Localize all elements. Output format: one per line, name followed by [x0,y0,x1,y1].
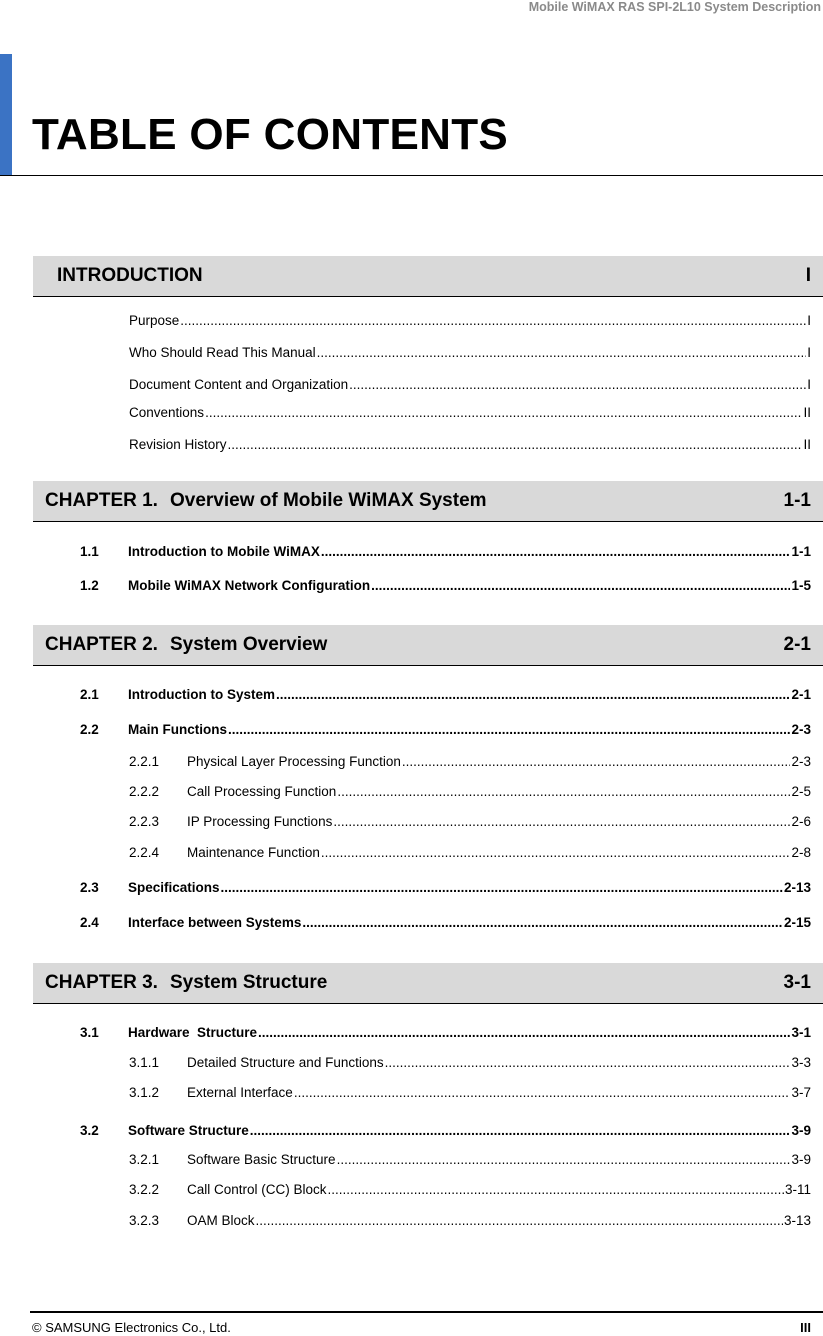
toc-entry-page: 2-5 [791,784,811,799]
toc-entry-title: Mobile WiMAX Network Configuration [128,578,371,593]
toc-entry[interactable] [0,915,823,935]
toc-entry-line [187,1085,811,1100]
chapter-number: CHAPTER 1. [45,490,158,511]
toc-entry[interactable] [0,1025,823,1045]
toc-entry[interactable] [0,754,823,774]
toc-entry-title: Software Basic Structure [187,1152,336,1167]
toc-entry-line [128,1025,811,1040]
dot-leader [228,722,790,737]
footer-page-number: III [800,1320,811,1335]
toc-entry-title: Document Content and Organization [129,377,349,392]
dot-leader [317,345,807,360]
dot-leader [371,578,790,593]
toc-entry-number: 3.2.2 [129,1182,160,1197]
dot-leader [256,1213,783,1228]
chapter-page-number: I [805,265,811,286]
toc-entry-page: 2-8 [791,845,811,860]
toc-entry[interactable] [0,687,823,707]
toc-entry[interactable] [0,377,823,397]
dot-leader [402,754,791,769]
toc-entry[interactable] [0,1152,823,1172]
toc-entry-line [129,313,811,328]
toc-entry-line [128,722,811,737]
footer-copyright: © SAMSUNG Electronics Co., Ltd. [32,1320,231,1335]
toc-entry[interactable] [0,1213,823,1233]
toc-entry[interactable] [0,1055,823,1075]
toc-entry-page: 2-15 [783,915,811,930]
toc-entry[interactable] [0,1182,823,1202]
toc-entry-number: 2.4 [80,915,99,930]
dot-leader [349,377,806,392]
dot-leader [333,814,790,829]
toc-entry-title: Introduction to Mobile WiMAX [128,544,320,559]
chapter-title: System Structure [169,972,328,993]
toc-entry-number: 1.2 [80,578,99,593]
toc-entry-title: Purpose [129,313,180,328]
toc-entry-page: 3-11 [784,1182,811,1197]
toc-entry-page: 2-3 [791,722,811,737]
toc-entry-number: 3.2.3 [129,1213,160,1228]
toc-entry-number: 2.2.3 [129,814,160,829]
toc-entry-title: Call Control (CC) Block [187,1182,327,1197]
toc-entry[interactable] [0,845,823,865]
toc-entry-title: Conventions [129,405,205,420]
chapter-title: Overview of Mobile WiMAX System [169,490,487,511]
toc-entry-line [128,544,811,559]
chapter-page-number: 3-1 [783,972,811,993]
toc-entry-number: 3.1 [80,1025,99,1040]
toc-entry-number: 3.1.2 [129,1085,160,1100]
dot-leader [205,405,802,420]
toc-entry[interactable] [0,578,823,598]
dot-leader [250,1123,791,1138]
toc-entry[interactable] [0,544,823,564]
toc-entry-title: Specifications [128,880,220,895]
toc-entry-page: I [807,313,811,328]
toc-entry-title: Software Structure [128,1123,249,1138]
toc-entry-title: Who Should Read This Manual [129,345,316,360]
toc-entry-line [128,578,811,593]
toc-entry-number: 1.1 [80,544,99,559]
toc-entry-page: 1-1 [791,544,811,559]
toc-entry[interactable] [0,1123,823,1143]
toc-entry[interactable] [0,313,823,333]
chapter-label [45,634,327,656]
toc-entry-title: Maintenance Function [187,845,320,860]
toc-entry-number: 2.2.4 [129,845,160,860]
toc-entry-line [129,437,811,452]
toc-entry-line [128,687,811,702]
chapter-heading[interactable] [33,625,823,666]
toc-entry-line [187,1055,811,1070]
toc-entry-title: External Interface [187,1085,293,1100]
toc-entry-title: Interface between Systems [128,915,302,930]
toc-entry-title: IP Processing Functions [187,814,333,829]
toc-entry-line [128,915,811,930]
toc-entry-page: 2-3 [791,754,811,769]
toc-entry[interactable] [0,1085,823,1105]
toc-entry-page: 2-6 [791,814,811,829]
toc-entry-number: 2.2.1 [129,754,160,769]
toc-entry-page: 3-9 [791,1152,811,1167]
dot-leader [337,1152,791,1167]
toc-entry-line [129,377,811,392]
toc-entry-page: 3-7 [791,1085,811,1100]
toc-entry-number: 2.2.2 [129,784,160,799]
toc-entry[interactable] [0,437,823,457]
toc-entry-line [187,845,811,860]
toc-entry-page: 2-1 [791,687,811,702]
toc-entry-page: 3-9 [791,1123,811,1138]
chapter-number: CHAPTER 3. [45,972,158,993]
toc-entry-number: 3.2 [80,1123,99,1138]
toc-entry-title: Main Functions [128,722,227,737]
toc-entry-line [128,880,811,895]
toc-entry-page: I [807,345,811,360]
toc-entry-title: Hardware Structure [128,1025,258,1040]
chapter-page-number: 1-1 [783,490,811,511]
chapter-heading[interactable] [33,256,823,297]
dot-leader [294,1085,791,1100]
toc-entry-number: 2.2 [80,722,99,737]
toc-entry-page: 3-1 [791,1025,811,1040]
toc-entry[interactable] [0,345,823,365]
toc-entry-line [129,405,811,420]
accent-bar [0,54,12,176]
chapter-label [45,265,203,287]
toc-entry-title: Detailed Structure and Functions [187,1055,384,1070]
dot-leader [385,1055,791,1070]
toc-entry-number: 2.1 [80,687,99,702]
chapter-heading[interactable] [33,481,823,522]
dot-leader [321,544,791,559]
toc-entry-title: OAM Block [187,1213,255,1228]
dot-leader [221,880,783,895]
chapter-page-number: 2-1 [783,634,811,655]
dot-leader [228,437,803,452]
toc-entry[interactable] [0,405,823,425]
toc-entry-page: 3-13 [783,1213,811,1228]
dot-leader [321,845,791,860]
chapter-label [45,972,327,994]
toc-entry-page: 1-5 [791,578,811,593]
toc-entry-line [128,1123,811,1138]
toc-entry[interactable] [0,722,823,742]
toc-entry-page: II [803,405,811,420]
toc-entry-line [187,754,811,769]
toc-entry-line [187,1182,811,1197]
toc-entry-number: 3.2.1 [129,1152,160,1167]
toc-entry[interactable] [0,784,823,804]
toc-entry[interactable] [0,880,823,900]
chapter-number: CHAPTER 2. [45,634,158,655]
toc-entry-page: 2-13 [783,880,811,895]
toc-entry-title: Introduction to System [128,687,276,702]
footer-divider [30,1311,823,1313]
toc-entry-page: I [807,377,811,392]
toc-entry-line [187,1152,811,1167]
toc-entry-title: Physical Layer Processing Function [187,754,401,769]
toc-entry-line [187,784,811,799]
page-title: TABLE OF CONTENTS [32,110,509,159]
running-header: Mobile WiMAX RAS SPI-2L10 System Description [528,0,821,14]
chapter-title: INTRODUCTION [57,265,203,286]
toc-entry-title: Call Processing Function [187,784,337,799]
dot-leader [302,915,783,930]
toc-entry-line [187,1213,811,1228]
dot-leader [276,687,790,702]
dot-leader [258,1025,790,1040]
toc-entry-number: 3.1.1 [129,1055,160,1070]
dot-leader [328,1182,784,1197]
toc-entry-line [187,814,811,829]
title-divider [0,175,823,176]
chapter-heading[interactable] [33,963,823,1004]
dot-leader [180,313,806,328]
toc-entry-page: II [803,437,811,452]
chapter-label [45,490,487,512]
toc-entry-title: Revision History [129,437,227,452]
toc-entry-number: 2.3 [80,880,99,895]
dot-leader [337,784,790,799]
toc-entry-line [129,345,811,360]
chapter-title: System Overview [169,634,328,655]
toc-entry-page: 3-3 [791,1055,811,1070]
toc-entry[interactable] [0,814,823,834]
